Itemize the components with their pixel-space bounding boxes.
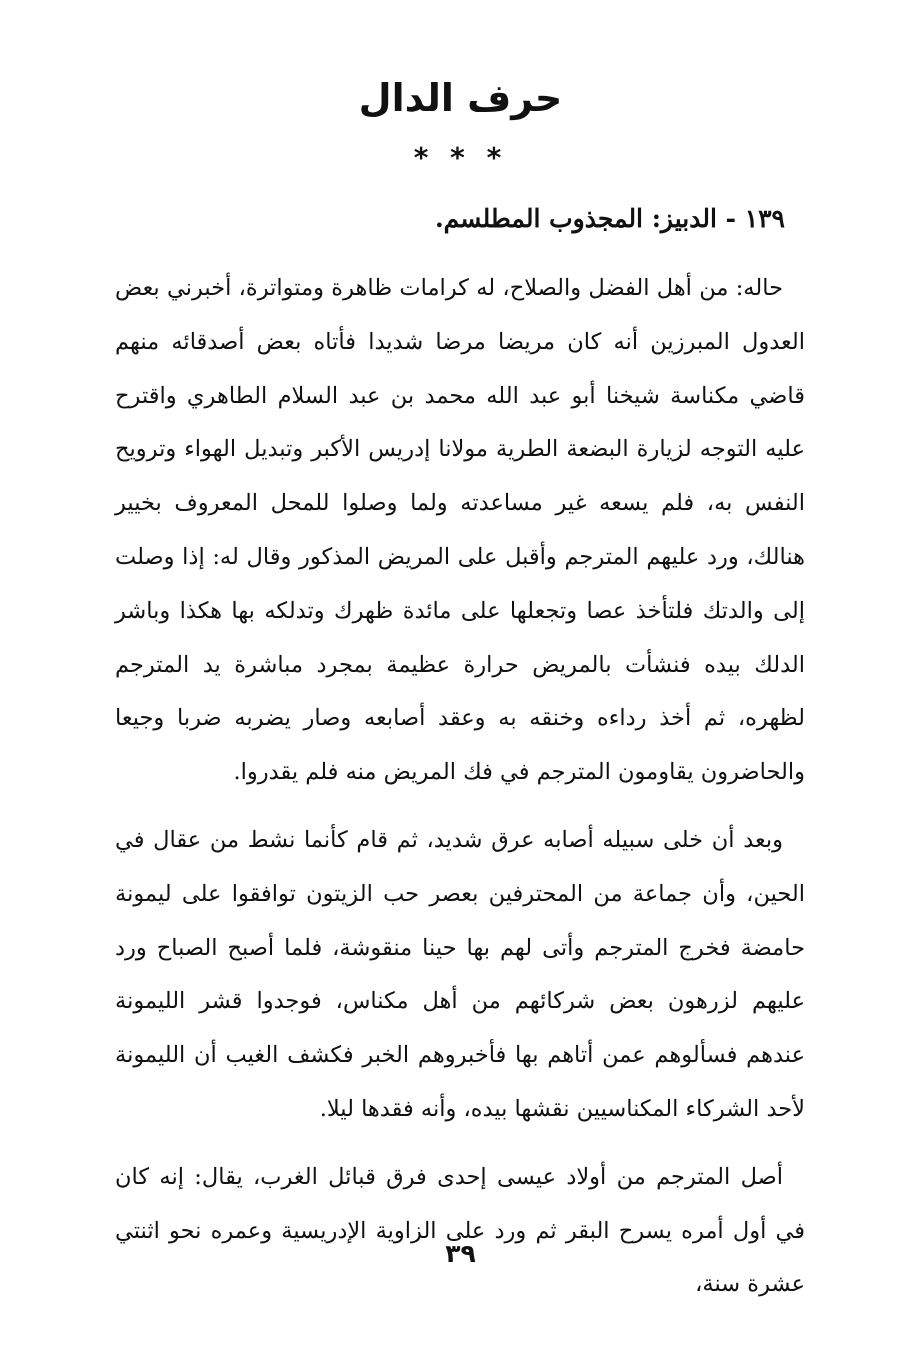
paragraph-1: حاله: من أهل الفضل والصلاح، له كرامات ظاهرة ومتواترة، أخبرني بعض العدول المبرزين أنه كان مريضا مرضا شديدا فأتاه بعض أصدقائه منهم قاضي مكناسة شيخنا أبو عبد الله محمد بن عبد السلام الطاهري واقترح عليه التوجه لزيارة البضعة الطرية مولانا إدريس الأكبر وتبديل الهواء وترويح النفس به، فلم يسعه غير مساعدته ولما وصلوا للمحل المعروف بخيير هنالك، ورد عليهم المترجم وأقبل على المريض المذكور وقال له: إذا وصلت إلى والدتك فلتأخذ عصا وتجعلها على مائدة ظهرك وتدلكه بها هكذا وباشر الدلك بيده فنشأت بالمريض حرارة عظيمة بمجرد مباشرة يد المترجم لظهره، ثم أخذ رداءه وخنقه به وعقد أصابعه وصار يضربه ضربا وجيعا والحاضرون يقاومون المترجم في فك المريض منه فلم يقدروا. [115,275,805,786]
paragraph-2: وبعد أن خلى سبيله أصابه عرق شديد، ثم قام كأنما نشط من عقال في الحين، وأن جماعة من المحترفين بعصر حب الزيتون توافقوا على ليمونة حامضة فخرج المترجم وأتى لهم بها حينا منقوشة، فلما أصبح الصباح ورد عليهم لزرهون بعض شركائهم من أهل مكناس، فوجدوا قشر الليمونة عندهم فسألوهم عمن أتاهم بها فأخبروهم الخبر فكشف الغيب أن الليمونة لأحد الشركاء المكناسيين نقشها بيده، وأنه فقدها ليلا. [115,826,805,1122]
page-number: ٣٩ [445,1239,476,1268]
entry-heading: ١٣٩ - الدبيز: المجذوب المطلسم. [434,204,785,233]
ornamental-separator: * * * [413,141,508,174]
body-text [115,262,805,1326]
chapter-title: حرف الدال [358,76,563,120]
paragraph-3: أصل المترجم من أولاد عيسى إحدى فرق قبائل الغرب، يقال: إنه كان في أول أمره يسرح البقر ثم ورد على الزاوية الإدريسية وعمره نحو اثنتي عشرة سنة، [115,1163,805,1298]
